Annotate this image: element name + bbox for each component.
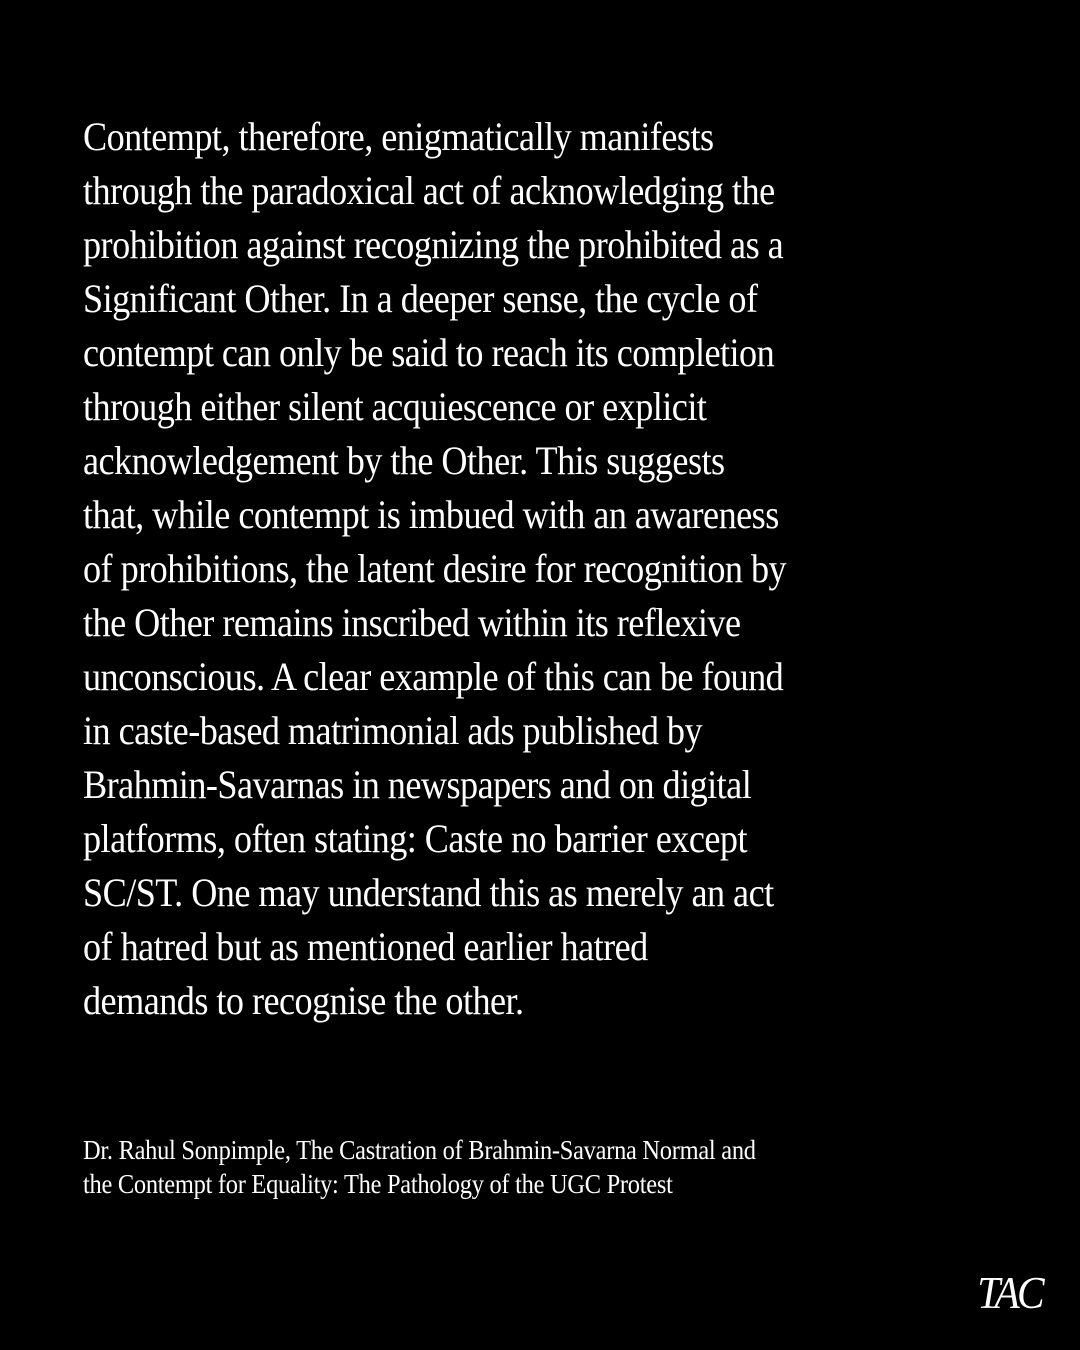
quote-block <box>83 110 1043 1028</box>
quote-line: through either silent acquiescence or explicit <box>83 384 707 429</box>
quote-line: that, while contempt is imbued with an awareness <box>83 492 779 537</box>
quote-line: demands to recognise the other. <box>83 978 524 1023</box>
citation <box>83 1133 1043 1201</box>
quote-line: Brahmin-Savarnas in newspapers and on digital <box>83 762 752 807</box>
quote-line: platforms, often stating: Caste no barrier except <box>83 816 747 861</box>
quote-line: of prohibitions, the latent desire for recognition by <box>83 546 787 591</box>
citation-line: Dr. Rahul Sonpimple, The Castration of Brahmin-Savarna Normal and <box>83 1135 756 1165</box>
quote-line: in caste-based matrimonial ads published by <box>83 708 703 753</box>
quote-line: unconscious. A clear example of this can be found <box>83 654 784 699</box>
quote-line: acknowledgement by the Other. This suggests <box>83 438 725 483</box>
quote-line: through the paradoxical act of acknowledging the <box>83 168 775 213</box>
quote-line: the Other remains inscribed within its reflexive <box>83 600 741 645</box>
citation-line: the Contempt for Equality: The Pathology of the UGC Protest <box>83 1169 673 1199</box>
quote-line: prohibition against recognizing the prohibited as a <box>83 222 784 267</box>
quote-line: Contempt, therefore, enigmatically manifests <box>83 114 714 159</box>
quote-line: Significant Other. In a deeper sense, the cycle of <box>83 276 758 321</box>
quote-line: contempt can only be said to reach its completion <box>83 330 775 375</box>
tac-logo: TAC <box>977 1267 1042 1318</box>
quote-line: SC/ST. One may understand this as merely an act <box>83 870 774 915</box>
quote-line: of hatred but as mentioned earlier hatred <box>83 924 648 969</box>
